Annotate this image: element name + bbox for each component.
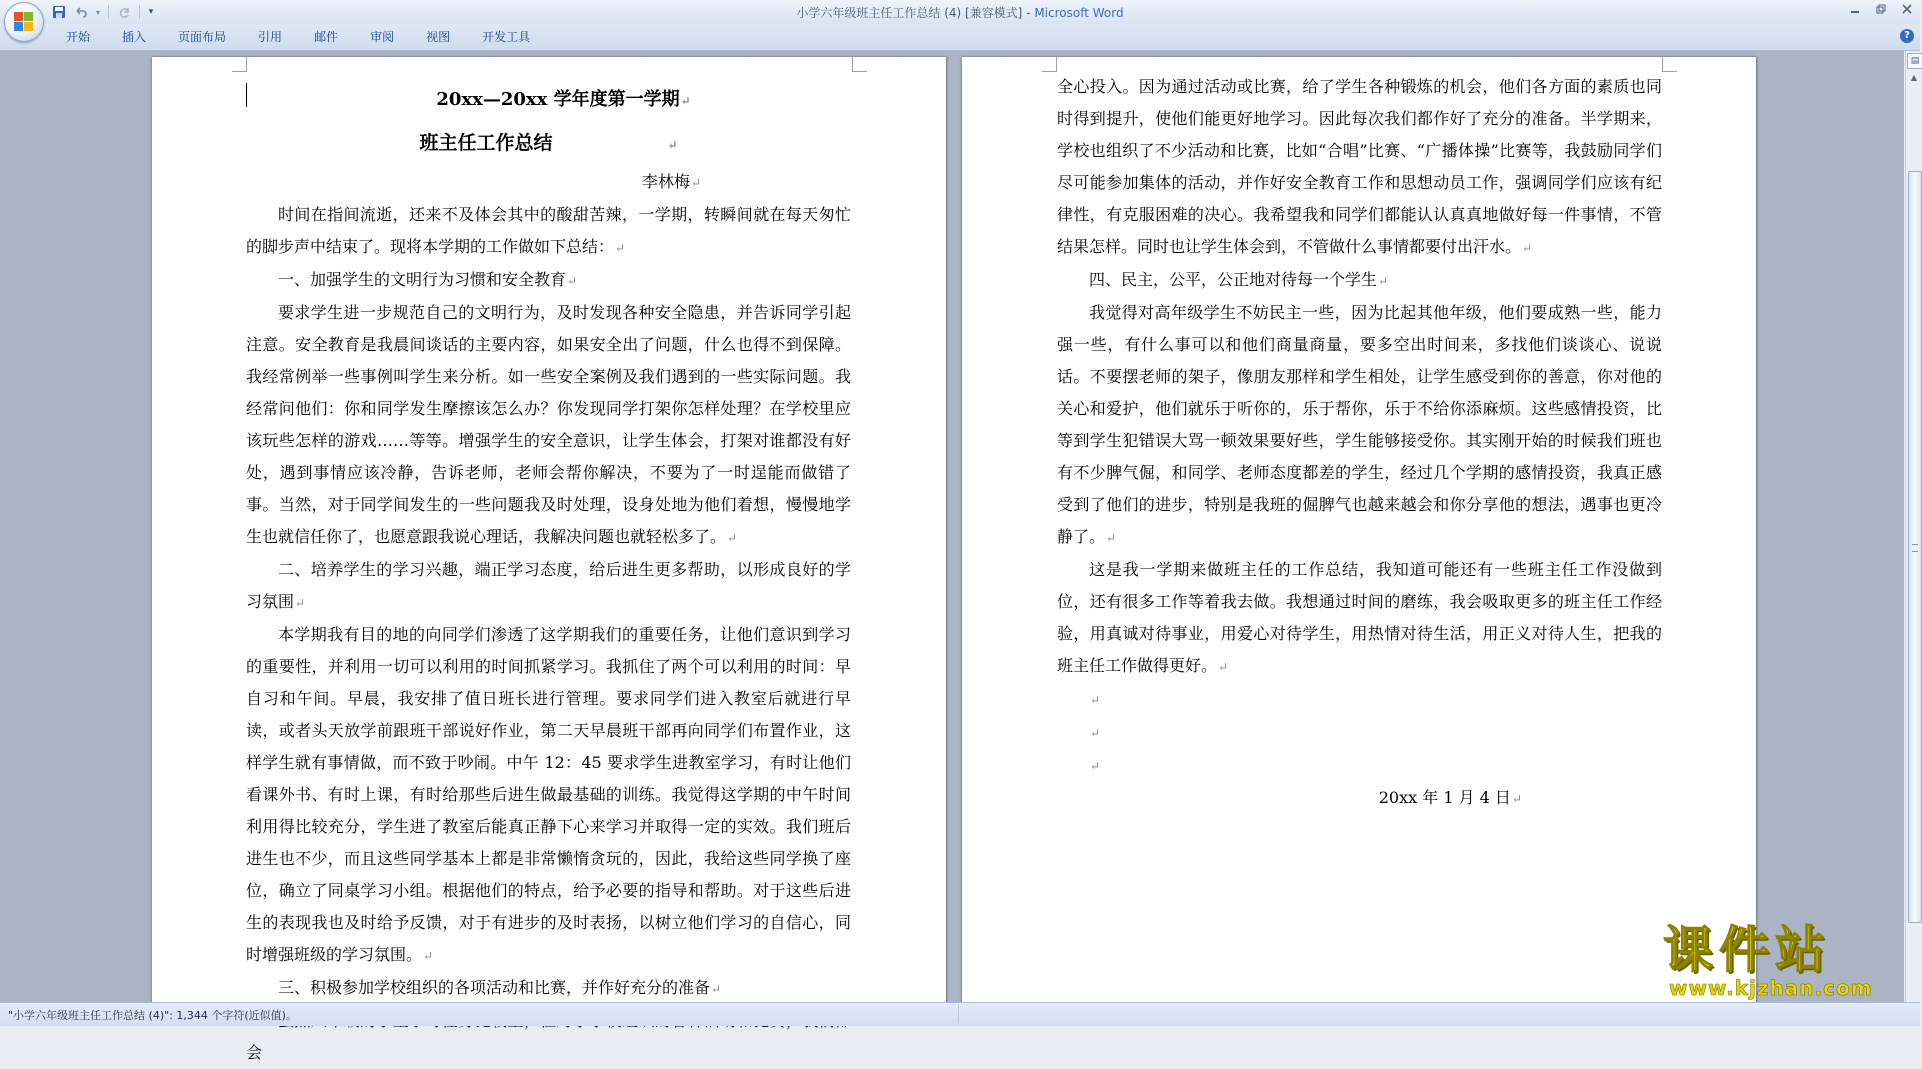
paragraph-mark: ↵ [1090,693,1101,707]
doc-heading-1 [246,264,851,297]
tab-home[interactable]: 开始 [66,30,91,44]
paragraph-mark: ↵ [1090,759,1101,773]
doc-author-text: 李林梅 [641,172,690,191]
paragraph-mark: ↵ [1090,726,1101,740]
doc-heading-4 [1057,264,1662,297]
tab-page-layout[interactable]: 页面布局 [178,30,227,44]
paragraph-mark: ↵ [1511,792,1522,806]
tab-developer[interactable]: 开发工具 [482,30,531,44]
margin-corner-mark [852,57,867,72]
margin-corner-mark [1042,57,1057,72]
paragraph-mark: ↵ [1378,274,1389,288]
margin-corner-mark [1662,57,1677,72]
tab-insert[interactable]: 插入 [122,30,147,44]
empty-paragraph [1057,716,1662,749]
status-separator [958,1005,959,1023]
paragraph-mark: ↵ [423,949,434,963]
window-controls [1842,0,1920,18]
minimize-icon[interactable] [1842,0,1868,18]
paragraph-mark: ↵ [295,596,306,610]
empty-paragraph [1057,749,1662,782]
window-title-app: Microsoft Word [1034,6,1124,20]
quick-access-toolbar [50,3,156,21]
doc-paragraph [1057,297,1662,554]
status-bar [0,1002,1920,1026]
watermark-logo [1663,920,1903,1000]
ribbon-tabs [50,24,546,50]
paragraph-mark: ↵ [1106,531,1117,545]
doc-heading-4-text: 四、民主，公平，公正地对待每一个学生 [1089,270,1378,289]
tab-references[interactable]: 引用 [258,30,283,44]
status-word-count[interactable]: "小学六年级班主任工作总结 (4)": 1,344 个字符(近似值)。 [8,1009,297,1022]
doc-heading-3 [246,972,851,1005]
redo-icon[interactable] [115,3,133,21]
doc-paragraph-text: 要求学生进一步规范自己的文明行为，及时发现各种安全隐患，并告诉同学引起注意。安全教育是我晨间谈话的主要内容，如果安全出了问题，什么也得不到保障。我经常例举一些事例叫学生来分析。如一些安全案例及我们遇到的一些实际问题。我经常问他们：你和同学发生摩擦该怎么办？你发现同学打架你怎样处理？在学校里应该玩些怎样的游戏……等等。增强学生的安全意识，让学生体会，打架对谁都没有好处，遇到事情应该冷静，告诉老师，老师会帮你解决，不要为了一时逞能而做错了事。当然，对于同学间发生的一些问题我及时处理，设身处地为他们着想，慢慢地学生也就信任你了，也愿意跟我说心理话，我解决问题也就轻松多了。 [246,303,851,546]
customize-qat-icon[interactable]: ▾ [148,7,154,17]
ribbon-tab-bar [0,24,1920,51]
paragraph-mark: ↵ [680,94,691,108]
office-button[interactable] [4,2,44,42]
watermark-title: 课件站 [1663,921,1831,979]
close-icon[interactable] [1894,0,1920,18]
paragraph-mark: ↵ [711,982,722,996]
paragraph-mark: ↵ [1218,660,1229,674]
document-page-2[interactable] [962,57,1756,1017]
help-icon[interactable]: ? [1900,29,1914,43]
paragraph-mark: ↵ [1522,241,1533,255]
doc-author [246,166,851,199]
paragraph-mark: ↵ [567,274,578,288]
tab-view[interactable]: 视图 [426,30,451,44]
doc-heading-2-text: 二、培养学生的学习兴趣，端正学习态度，给后进生更多帮助，以形成良好的学习氛围 [246,560,851,611]
doc-heading-2 [246,554,851,619]
page-1-content [246,79,851,1069]
undo-dropdown-icon[interactable]: ▾ [95,7,100,17]
restore-icon[interactable] [1868,0,1894,18]
doc-paragraph-text: 这是我一学期来做班主任的工作总结，我知道可能还有一些班主任工作没做到位，还有很多工作等着我去做。我想通过时间的磨练，我会吸取更多的班主任工作经验，用真诚对待事业，用爱心对待学生，用热情对待生活，用正义对待人生，把我的班主任工作做得更好。 [1057,560,1662,675]
qat-separator [108,5,109,19]
doc-title-line2 [246,122,851,166]
doc-title-line2-text: 班主任工作总结 [419,132,553,154]
doc-heading-3-text: 三、积极参加学校组织的各项活动和比赛，并作好充分的准备 [278,978,711,997]
doc-date-text: 20xx 年 1 月 4 日 [1378,788,1511,807]
doc-paragraph-text: 本学期我有目的地的向同学们渗透了这学期我们的重要任务，让他们意识到学习的重要性，并利用一切可以利用的时间抓紧学习。我抓住了两个可以利用的时间：早自习和午间。早晨，我安排了值日班长进行管理。要求同学们进入教室后就进行早读，或者头天放学前跟班干部说好作业，第二天早晨班干部再向同学们布置作业，这样学生就有事情做，而不致于吵闹。中午 12：45 要求学生进教室学习，有时让他们看课外书、有时上课，有时给那些后进生做最基础的训练。我觉得这学期的中午时间利用得比较充分，学生进了教室后能真正静下心来学习并取得一定的实效。我们班后进生也不少，而且这些同学基本上都是非常懒惰贪玩的，因此，我给这些同学换了座位，确立了同桌学习小组。根据他们的特点，给予必要的指导和帮助。对于这些后进生的表现我也及时给予反馈，对于有进步的及时表扬，以树立他们学习的自信心，同时增强班级的学习氛围。 [246,625,851,964]
doc-paragraph [246,297,851,554]
doc-paragraph-text: 会 [246,1043,263,1062]
tab-mailings[interactable]: 邮件 [314,30,339,44]
scroll-thumb[interactable] [1908,171,1922,923]
save-icon[interactable] [50,3,68,21]
view-ruler-icon[interactable]: ▤ [1907,53,1922,69]
doc-paragraph-text: 时间在指间流逝，还来不及体会其中的酸甜苦辣，一学期，转瞬间就在每天匆忙的脚步声中结束了。现将本学期的工作做如下总结： [246,205,851,256]
doc-paragraph [1057,554,1662,683]
window-title-doc: 小学六年级班主任工作总结 (4) [兼容模式] - [796,6,1035,20]
page-2-content [1057,71,1662,815]
margin-corner-mark [232,57,247,72]
empty-paragraph [1057,683,1662,716]
window-title [0,4,1920,21]
doc-paragraph-text: 我觉得对高年级学生不妨民主一些，因为比起其他年级，他们要成熟一些，能力强一些，有什么事可以和他们商量商量，要多空出时间来，多找他们谈谈心、说说话。不要摆老师的架子，像朋友那样和学生相处，让学生感受到你的善意，你对他的关心和爱护，他们就乐于听你的，乐于帮你，乐于不给你添麻烦。这些感情投资，比等到学生犯错误大骂一顿效果要好些，学生能够接受你。其实刚开始的时候我们班也有不少脾气倔，和同学、老师态度都差的学生，经过几个学期的感情投资，我真正感受到了他们的进步，特别是我班的倔脾气也越来越会和你分享他的想法，遇事也更冷静了。 [1057,303,1662,546]
paragraph-mark: ↵ [615,241,626,255]
doc-heading-1-text: 一、加强学生的文明行为习惯和安全教育 [278,270,567,289]
title-bar [0,0,1920,25]
doc-paragraph [246,619,851,972]
doc-paragraph-text: 全心投入。因为通过活动或比赛，给了学生各种锻炼的机会，他们各方面的素质也同时得到提升，使他们能更好地学习。因此每次我们都作好了充分的准备。半学期来，学校也组织了不少活动和比赛，比如“合唱”比赛、“广播体操”比赛等，我鼓励同学们尽可能参加集体的活动，并作好安全教育工作和思想动员工作，强调同学们应该有纪律性，有克服困难的决心。我希望我和同学们都能认认真真地做好每一件事情，不管结果怎样。同时也让学生体会到，不管做什么事情都要付出汗水。 [1057,77,1662,256]
qat-separator [139,5,140,19]
watermark-url: www.kjzhan.com [1669,976,1873,1000]
doc-title-line1-text: 20xx—20xx 学年度第一学期 [436,89,680,110]
tab-review[interactable]: 审阅 [370,30,395,44]
scroll-grip-icon [1912,544,1918,552]
doc-date [1057,782,1662,815]
doc-title-line1 [246,79,851,122]
scroll-up-icon[interactable]: ▲ [1910,73,1918,82]
undo-icon[interactable] [72,3,90,21]
paragraph-mark: ↵ [690,176,701,190]
paragraph-mark: ↵ [727,531,738,545]
doc-paragraph [246,199,851,264]
doc-paragraph [1057,71,1662,264]
office-logo-icon [14,12,34,32]
vertical-scrollbar[interactable] [1905,51,1922,1002]
paragraph-mark: ↵ [667,138,678,152]
